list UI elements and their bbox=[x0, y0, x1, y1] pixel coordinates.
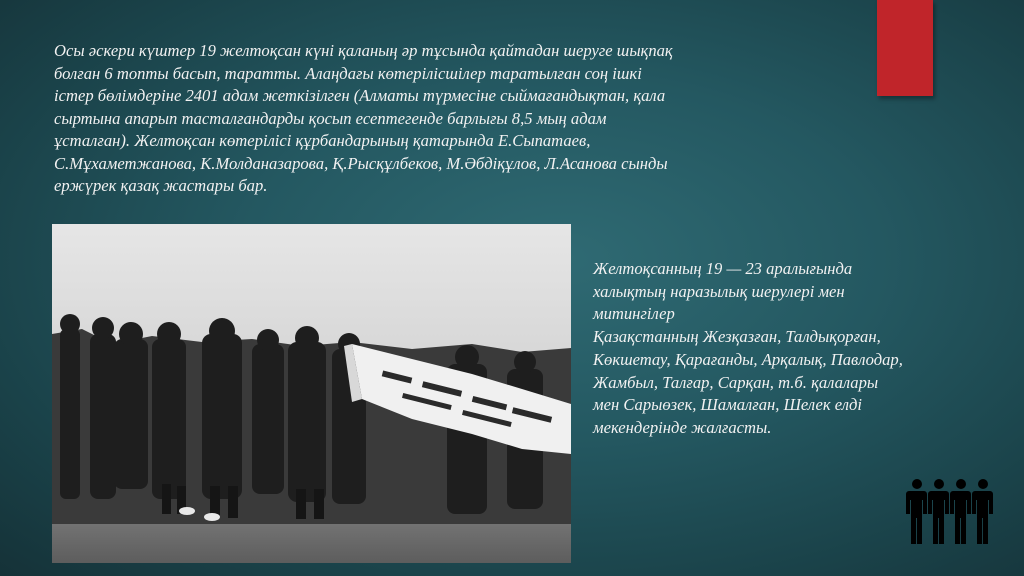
main-paragraph-line: ержүрек қазақ жастары бар. bbox=[54, 176, 268, 195]
main-paragraph-line: сыртына апарып тасталғандарды қосып есептегенде барлығы 8,5 мың адам bbox=[54, 108, 607, 128]
side-paragraph bbox=[593, 258, 1013, 440]
protest-march-photo bbox=[52, 224, 571, 563]
side-paragraph-line: Көкшетау, Қарағанды, Арқалық, Павлодар, bbox=[593, 349, 903, 369]
side-paragraph-line: мекендерінде жалғасты. bbox=[593, 417, 772, 437]
side-paragraph-line: Қазақстанның Жезқазған, Талдықорған, bbox=[593, 327, 881, 347]
accent-bar bbox=[877, 0, 933, 96]
main-paragraph-line: Осы әскери күштер 19 желтоқсан күні қаланың әр тұсында қайтадан шеруге шықпақ bbox=[54, 41, 673, 60]
side-paragraph-line: Желтоқсанның 19 — 23 аралығында bbox=[593, 259, 853, 278]
main-paragraph bbox=[54, 40, 869, 198]
side-paragraph-line: митингілер bbox=[593, 304, 675, 324]
people-group-icon bbox=[906, 478, 998, 544]
main-paragraph-line: ұсталған). Желтоқсан көтерілісі құрбандарының қатарында Е.Сыпатаев, bbox=[54, 131, 591, 150]
main-paragraph-line: болған 6 топты басып, таратты. Алаңдағы көтерілісшілер таратылған соң ішкі bbox=[54, 63, 642, 83]
side-paragraph-line: Жамбыл, Талғар, Сарқан, т.б. қалалары bbox=[593, 372, 879, 392]
side-paragraph-line: халықтың наразылық шерулері мен bbox=[593, 281, 845, 301]
main-paragraph-line: С.Мұхаметжанова, К.Молданазарова, Қ.Рысқұлбеков, М.Әбдіқұлов, Л.Асанова сынды bbox=[54, 153, 668, 173]
side-paragraph-line: мен Сарыөзек, Шамалған, Шелек елді bbox=[593, 395, 862, 415]
main-paragraph-line: істер бөлімдеріне 2401 адам жеткізілген (Алматы түрмесіне сыймағандықтан, қала bbox=[54, 86, 666, 105]
